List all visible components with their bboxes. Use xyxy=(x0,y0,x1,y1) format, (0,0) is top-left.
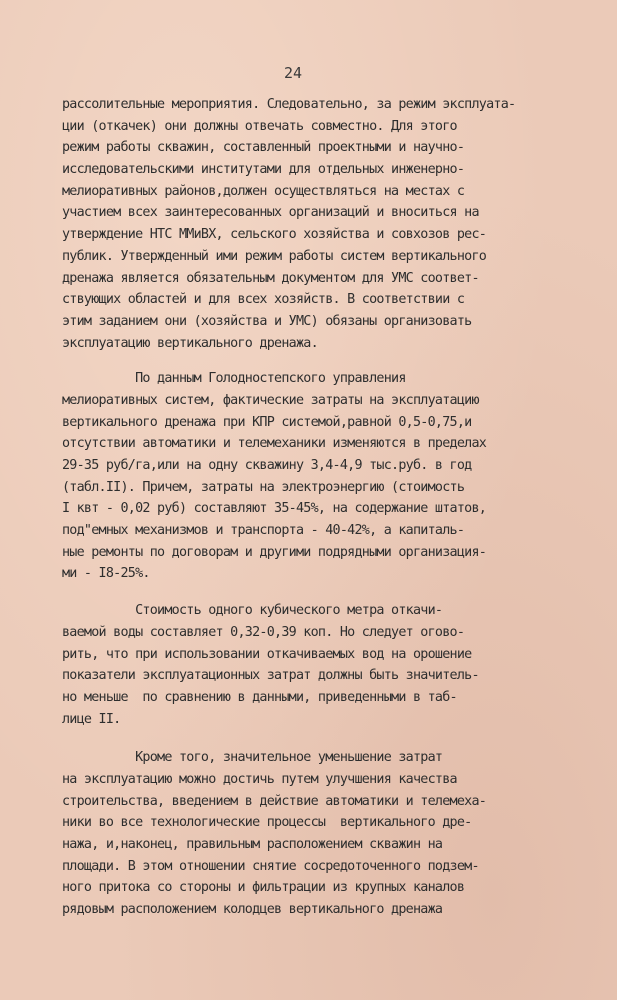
text-line: ваемой воды составляет 0,32-0,39 коп. Но следует огово- xyxy=(62,624,465,640)
text-line: ствующих областей и для всех хозяйств. В соответствии с xyxy=(62,292,465,308)
text-line: дренажа является обязательным документом для УМС соответ- xyxy=(62,270,479,286)
paragraph-1 xyxy=(62,94,532,354)
text-line: исследовательскими институтами для отдельных инженерно- xyxy=(62,162,465,178)
page-number: 24 xyxy=(284,64,303,82)
paragraph-3 xyxy=(62,600,532,730)
text-line: 29-35 руб/га,или на одну скважину 3,4-4,9 тыс.руб. в год xyxy=(62,458,472,473)
text-line: I квт - 0,02 руб) составляют 35-45%, на содержание штатов, xyxy=(62,501,487,517)
text-line: По данным Голодностепского управления xyxy=(62,371,406,387)
text-line: утверждение НТС ММиВХ, сельского хозяйства и совхозов рес- xyxy=(62,227,487,243)
text-line: показатели эксплуатационных затрат должны быть значитель- xyxy=(62,668,479,684)
text-line: лице II. xyxy=(62,711,121,727)
text-line: Стоимость одного кубического метра откачи- xyxy=(62,603,443,619)
text-line: отсутствии автоматики и телемеханики изменяются в пределах xyxy=(62,436,487,452)
text-line: режим работы скважин, составленный проектными и научно- xyxy=(62,140,465,156)
text-line: рить, что при использовании откачиваемых вод на орошение xyxy=(62,646,472,662)
text-line: участием всех заинтересованных организаций и вноситься на xyxy=(62,205,479,221)
paragraph-4 xyxy=(62,747,532,921)
text-line: нажа, и,наконец, правильным расположением скважин на xyxy=(62,837,443,852)
text-line: эксплуатацию вертикального дренажа. xyxy=(62,335,318,351)
text-line: вертикального дренажа при КПР системой,равной 0,5-0,75,и xyxy=(62,414,472,430)
text-line: под"емных механизмов и транспорта - 40-42%, а капиталь- xyxy=(62,523,465,539)
text-line: рассолительные мероприятия. Следовательно, за режим эксплуата- xyxy=(62,97,516,112)
text-line: Кроме того, значительное уменьшение затрат xyxy=(62,750,443,766)
text-line: ции (откачек) они должны отвечать совместно. Для этого xyxy=(62,118,457,134)
text-line: мелиоративных систем, фактические затраты на эксплуатацию xyxy=(62,392,479,408)
text-line: но меньше по сравнению в данными, приведенными в таб- xyxy=(62,689,457,705)
text-line: строительства, введением в действие автоматики и телемеха- xyxy=(62,793,487,809)
text-line: мелиоративных районов,должен осуществляться на местах с xyxy=(62,183,465,199)
text-line: рядовым расположением колодцев вертикального дренажа xyxy=(62,902,443,918)
text-line: (табл.II). Причем, затраты на электроэнергию (стоимость xyxy=(62,479,465,495)
body-text xyxy=(62,94,532,921)
text-line: ники во все технологические процессы вертикального дре- xyxy=(62,815,472,831)
text-line: ми - I8-25%. xyxy=(62,566,150,582)
text-line: ного притока со стороны и фильтрации из крупных каналов xyxy=(62,880,465,896)
text-line: площади. В этом отношении снятие сосредоточенного подзем- xyxy=(62,858,479,874)
text-line: этим заданием они (хозяйства и УМС) обязаны организовать xyxy=(62,313,472,329)
text-line: публик. Утвержденный ими режим работы систем вертикального xyxy=(62,248,487,264)
paragraph-2 xyxy=(62,368,532,585)
text-line: на эксплуатацию можно достичь путем улучшения качества xyxy=(62,771,457,787)
text-line: ные ремонты по договорам и другими подрядными организация- xyxy=(62,544,487,560)
